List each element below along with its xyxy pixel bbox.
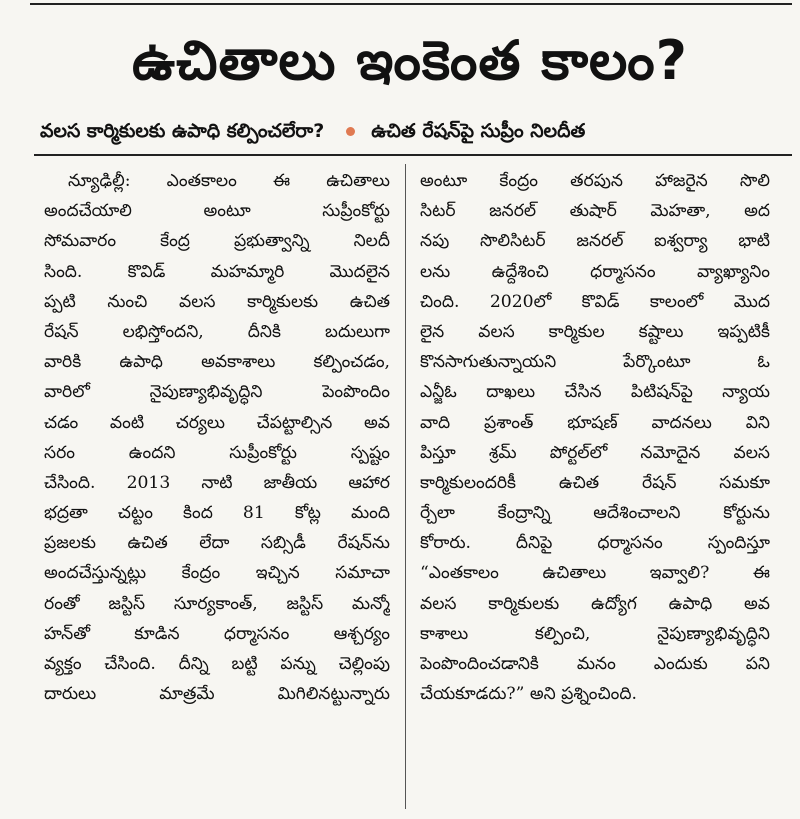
text-line: పెంపొందించడానికి మనం ఎందుకు పని [420, 654, 770, 674]
text-line: నపు సొలిసిటర్ జనరల్ ఐశ్వర్యా భాటి [420, 231, 770, 252]
text-line: ఎన్జీఓ దాఖలు చేసిన పిటిషన్‌పై న్యాయ [420, 382, 770, 403]
text-line: రేషన్ లభిస్తోందని, దీనికి బదులుగా [44, 321, 390, 342]
subheadline-left: వలస కార్మికులకు ఉపాధి కల్పించలేరా? [40, 120, 325, 142]
text-line: న్యూఢిల్లీ: ఎంతకాలం ఈ ఉచితాలు [68, 171, 390, 191]
text-line: చేయకూడదు?” అని ప్రశ్నించింది. [420, 684, 637, 705]
column-divider [405, 164, 406, 809]
text-line: భద్రతా చట్టం కింద 81 కోట్ల మంది [44, 503, 390, 524]
text-line: కాశాలు కల్పించి, నైపుణ్యాభివృద్ధిని [420, 623, 770, 644]
text-line: చింది. 2020లో కొవిడ్ కాలంలో మొద [420, 291, 770, 312]
text-line: సోమవారం కేంద్ర ప్రభుత్వాన్ని నిలదీ [44, 231, 390, 252]
article-column-right [420, 166, 770, 709]
text-line: వ్యక్తం చేసింది. దీన్ని బట్టి పన్ను చెల్లింపు [44, 654, 390, 674]
text-line: ప్రజలకు ఉచిత లేదా సబ్సిడీ రేషన్‌ను [44, 533, 390, 554]
top-border [30, 3, 792, 5]
text-line: పిస్తూ శ్రమ్ పోర్టల్‌లో నమోదైన వలస [420, 442, 770, 463]
text-line: కొనసాగుతున్నాయని పేర్కొంటూ ఓ [420, 352, 770, 373]
text-line: అంటూ కేంద్రం తరపున హాజరైన సొలి [420, 171, 770, 191]
text-line: ప్పటి నుంచి వలస కార్మికులకు ఉచిత [44, 291, 390, 312]
text-line: సింది. కొవిడ్ మహమ్మారి మొదలైన [44, 261, 390, 282]
text-line: రంతో జస్టిస్ సూర్యకాంత్, జస్టిస్ మన్మో [44, 593, 390, 614]
text-line: వలస కార్మికులకు ఉద్యోగ ఉపాధి అవ [420, 593, 770, 614]
text-line: లను ఉద్దేశించి ధర్మాసనం వ్యాఖ్యానిం [420, 261, 770, 282]
text-line: చేసింది. 2013 నాటి జాతీయ ఆహార [44, 472, 390, 493]
header-rule [34, 154, 792, 156]
text-line: హన్‌తో కూడిన ధర్మాసనం ఆశ్చర్యం [44, 623, 390, 644]
text-line: కోరారు. దీనిపై ధర్మాసనం స్పందిస్తూ [420, 533, 770, 554]
text-line: అందచేస్తున్నట్లు కేంద్రం ఇచ్చిన సమాచా [44, 563, 390, 584]
subheadline-row [40, 114, 792, 148]
text-line: అందచేయాలి అంటూ సుప్రీంకోర్టు [44, 201, 390, 222]
text-line: “ఎంతకాలం ఉచితాలు ఇవ్వాలి? ఈ [420, 563, 770, 584]
subheadline-right: ఉచిత రేషన్‌పై సుప్రీం నిలదీత [371, 120, 586, 142]
text-line: వారిలో నైపుణ్యాభివృద్ధిని పెంపొందిం [44, 382, 390, 403]
text-line: వాది ప్రశాంత్ భూషణ్ వాదనలు విని [420, 412, 770, 433]
text-line: సిటర్ జనరల్ తుషార్ మెహతా, అద [420, 201, 770, 222]
text-line: సరం ఉందని సుప్రీంకోర్టు స్పష్టం [44, 442, 390, 463]
text-line: ర్చేలా కేంద్రాన్ని ఆదేశించాలని కోర్టును [420, 503, 770, 524]
article-column-left [44, 166, 390, 709]
text-line: వారికి ఉపాధి అవకాశాలు కల్పించడం, [44, 352, 390, 373]
text-line: కార్మికులందరికీ ఉచిత రేషన్ సమకూ [420, 472, 770, 493]
bullet-dot-icon [346, 127, 355, 136]
headline: ఉచితాలు ఇంకెంత కాలం? [131, 29, 688, 92]
text-line: చడం వంటి చర్యలు చేపట్టాల్సిన అవ [44, 412, 390, 433]
text-line: లైన వలస కార్మికుల కష్టాలు ఇప్పటికీ [420, 321, 770, 342]
text-line: దారులు మాత్రమే మిగిలినట్టున్నారు [44, 684, 390, 705]
